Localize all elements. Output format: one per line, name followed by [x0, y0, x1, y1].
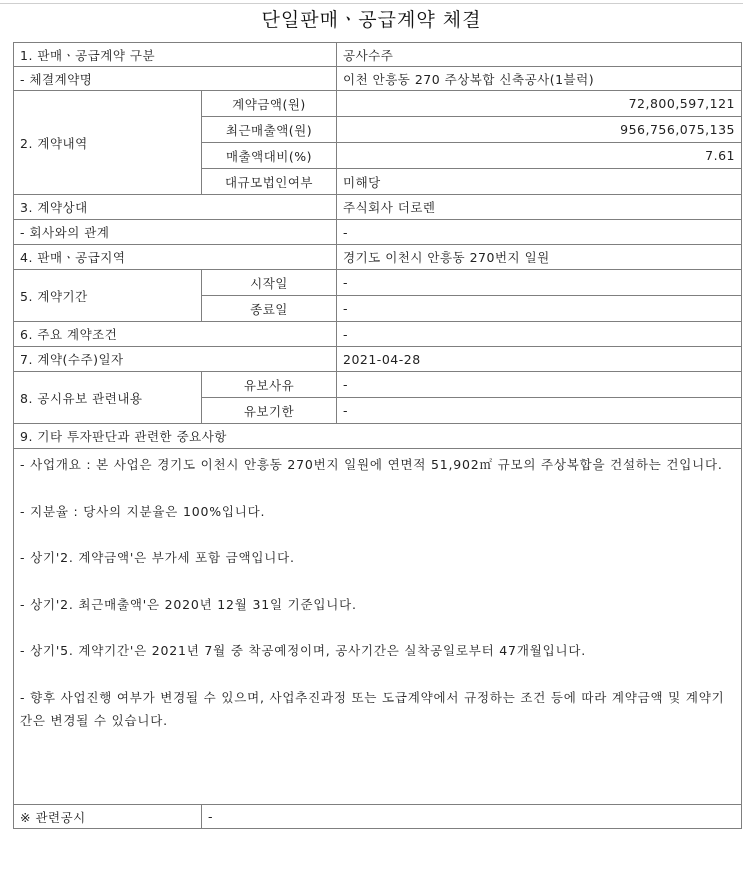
- row-label-contract-period: 5. 계약기간: [14, 270, 202, 322]
- table-row: [14, 195, 742, 220]
- row-value-counterparty: 주식회사 더로렌: [337, 195, 742, 220]
- row-value-contract-date: 2021-04-28: [337, 347, 742, 372]
- sub-label-deferral-reason: 유보사유: [202, 372, 337, 398]
- memo-paragraph-sales-basis: - 상기'2. 최근매출액'은 2020년 12월 31일 기준입니다.: [20, 596, 357, 612]
- row-label-main-terms: 6. 주요 계약조건: [14, 322, 337, 347]
- contract-table: [13, 42, 742, 829]
- row-value-contract-name: 이천 안흥동 270 주상복합 신축공사(1블럭): [337, 67, 742, 91]
- sub-label-large-corp: 대규모법인여부: [202, 169, 337, 195]
- sub-label-deferral-deadline: 유보기한: [202, 398, 337, 424]
- table-row: [14, 245, 742, 270]
- table-row: [14, 220, 742, 245]
- row-label-contract-name: - 체결계약명: [14, 67, 337, 91]
- row-label-supply-region: 4. 판매ㆍ공급지역: [14, 245, 337, 270]
- memo-paragraph-vat: - 상기'2. 계약금액'은 부가세 포함 금액입니다.: [20, 550, 295, 565]
- row-label-contract-details: 2. 계약내역: [14, 91, 202, 195]
- sub-value-recent-sales: 956,756,075,135: [337, 117, 742, 143]
- sub-label-sales-ratio: 매출액대비(%): [202, 143, 337, 169]
- row-label-related-disclosure: ※ 관련공시: [14, 805, 202, 829]
- memo-paragraph-share: - 지분율 : 당사의 지분율은 100%입니다.: [20, 503, 266, 519]
- sub-value-deferral-reason: -: [337, 372, 742, 398]
- memo-paragraph-change: - 향후 사업진행 여부가 변경될 수 있으며, 사업추진과정 또는 도급계약에서 규정하는 조건 등에 따라 계약금액 및 계약기간은 변경될 수 있습니다.: [20, 689, 725, 728]
- table-row: [14, 424, 742, 449]
- sub-value-contract-amount: 72,800,597,121: [337, 91, 742, 117]
- table-row: [14, 270, 742, 296]
- table-row: [14, 322, 742, 347]
- memo-paragraph-overview: - 사업개요 : 본 사업은 경기도 이천시 안흥동 270번지 일원에 연면적 51,902㎡ 규모의 주상복합을 건설하는 건입니다.: [20, 457, 723, 472]
- sub-value-deferral-deadline: -: [337, 398, 742, 424]
- other-matters-content: [14, 449, 742, 805]
- sub-label-start-date: 시작일: [202, 270, 337, 296]
- sub-label-recent-sales: 최근매출액(원): [202, 117, 337, 143]
- row-value-main-terms: -: [337, 322, 742, 347]
- row-value-related-disclosure: -: [202, 805, 742, 829]
- sub-value-large-corp: 미해당: [337, 169, 742, 195]
- memo-paragraph-period: - 상기'5. 계약기간'은 2021년 7월 중 착공예정이며, 공사기간은 실착공일로부터 47개월입니다.: [20, 643, 586, 658]
- sub-label-contract-amount: 계약금액(원): [202, 91, 337, 117]
- table-row: [14, 67, 742, 91]
- row-label-contract-date: 7. 계약(수주)일자: [14, 347, 337, 372]
- table-row: [14, 372, 742, 398]
- row-label-disclosure-deferral: 8. 공시유보 관련내용: [14, 372, 202, 424]
- sub-value-start-date: -: [337, 270, 742, 296]
- row-label-relationship: - 회사와의 관계: [14, 220, 337, 245]
- top-divider: [0, 3, 743, 4]
- table-row: [14, 43, 742, 67]
- sub-value-end-date: -: [337, 296, 742, 322]
- sub-value-sales-ratio: 7.61: [337, 143, 742, 169]
- table-row: [14, 805, 742, 829]
- row-label-other-matters: 9. 기타 투자판단과 관련한 중요사항: [14, 424, 742, 449]
- table-row: [14, 449, 742, 805]
- sub-label-end-date: 종료일: [202, 296, 337, 322]
- row-value-relationship: -: [337, 220, 742, 245]
- row-value-contract-type: 공사수주: [337, 43, 742, 67]
- row-value-supply-region: 경기도 이천시 안흥동 270번지 일원: [337, 245, 742, 270]
- row-label-counterparty: 3. 계약상대: [14, 195, 337, 220]
- page-title: 단일판매ㆍ공급계약 체결: [261, 9, 482, 31]
- table-row: [14, 347, 742, 372]
- row-label-contract-type: 1. 판매ㆍ공급계약 구분: [14, 43, 337, 67]
- table-row: [14, 91, 742, 117]
